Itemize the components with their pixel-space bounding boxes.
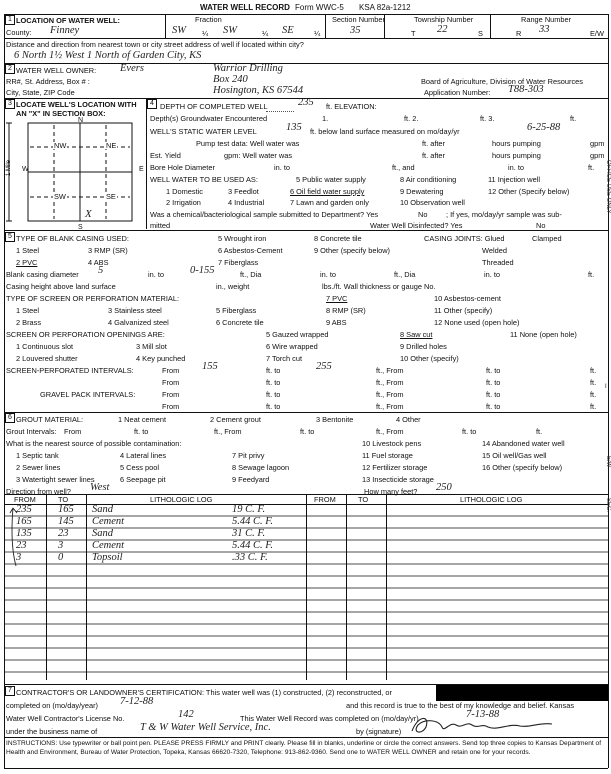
casing-diameter-label: Blank casing diameter <box>6 270 79 279</box>
depth-unit: ft. ELEVATION: <box>326 102 377 111</box>
contam-option: 2 Sewer lines <box>16 463 61 472</box>
screen-option: 4 Galvanized steel <box>108 318 169 327</box>
interval-to-value: 255 <box>316 361 332 372</box>
screen-option: 8 RMP (SR) <box>326 306 366 315</box>
contam-option: 8 Sewage lagoon <box>232 463 290 472</box>
screen-option: 11 Other (specify) <box>434 306 493 315</box>
interval-from: From <box>162 366 180 375</box>
depth-dots <box>266 103 294 112</box>
chem-mitted: mitted <box>150 221 171 230</box>
quadrant-se: SE <box>106 192 116 201</box>
opening-option: 4 Key punched <box>136 354 186 363</box>
log-row-to: 145 <box>58 516 74 527</box>
opening-option: 5 Gauzed wrapped <box>266 330 329 339</box>
est-yield-label: Est. Yield <box>150 151 181 160</box>
casing-option: 3 RMP (SR) <box>88 246 128 255</box>
range-value: 33 <box>539 24 550 35</box>
use-option: 12 Other (Specify below) <box>488 187 570 196</box>
log-row-litho: Cement <box>92 516 125 527</box>
log-header-from: FROM <box>14 495 36 504</box>
fraction-label: Fraction <box>195 15 222 24</box>
distance-value: 6 North 1½ West 1 North of Garden City, KS <box>14 50 202 61</box>
casing-ft: ft. <box>588 270 595 279</box>
contam-option: 3 Watertight sewer lines <box>16 475 95 484</box>
redaction-bar <box>436 685 608 701</box>
contam-option: 11 Fuel storage <box>362 451 413 460</box>
contam-option: 14 Abandoned water well <box>482 439 565 448</box>
grout-ft-from: ft., From <box>214 427 242 436</box>
log-header-to: TO <box>58 495 69 504</box>
depth-label: DEPTH OF COMPLETED WELL <box>160 102 268 111</box>
log-row-note: 5.44 C. F. <box>232 540 273 551</box>
county-label: County: <box>6 28 32 37</box>
location-label: LOCATION OF WATER WELL: <box>16 16 120 25</box>
casing-option: 6 Asbestos-Cement <box>218 246 283 255</box>
pump-ft-after: ft. after <box>422 139 446 148</box>
screen-option: 12 None used (open hole) <box>434 318 520 327</box>
address-label: RR#, St. Address, Box # : <box>6 77 90 86</box>
interval-ft: ft. <box>590 366 597 375</box>
contam-option: 9 Feedyard <box>232 475 270 484</box>
disinfected-label: Water Well Disinfected? Yes <box>370 221 463 230</box>
disinfected-no: No <box>536 221 546 230</box>
static-level-unit: ft. below land surface measured on mo/day/yr <box>310 127 460 136</box>
casing-clamped: Clamped <box>532 234 562 243</box>
interval-ft-to: ft. to <box>266 378 281 387</box>
screen-option: 1 Steel <box>16 306 40 315</box>
fraction-2: SW <box>223 25 237 36</box>
interval-ft-from: ft., From <box>376 378 404 387</box>
grout-ft-to: ft. to <box>134 427 149 436</box>
screen-material-label: TYPE OF SCREEN OR PERFORATION MATERIAL: <box>6 294 180 303</box>
section-1-number: 1 <box>5 15 15 25</box>
log-header-litho-2: LITHOLOGIC LOG <box>460 495 523 504</box>
contam-option: 6 Seepage pit <box>120 475 166 484</box>
screen-intervals-label: SCREEN-PERFORATED INTERVALS: <box>6 366 134 375</box>
casing-height-lbs: lbs./ft. Wall thickness or gauge No. <box>322 282 436 291</box>
township-label: Township Number <box>414 15 474 24</box>
township-t: T <box>411 29 416 38</box>
well-location-mark: X <box>85 208 92 220</box>
quadrant-ne: NE <box>106 141 117 150</box>
log-row-litho: Sand <box>92 528 113 539</box>
use-option: 3 Feedlot <box>228 187 259 196</box>
interval-ft-to: ft. to <box>486 390 501 399</box>
use-option: 4 Industrial <box>228 198 265 207</box>
screen-option: 2 Brass <box>16 318 42 327</box>
static-level-date: 6-25-88 <box>527 122 561 133</box>
city-value: Hosington, KS 67544 <box>213 85 304 96</box>
casing-option: 4 ABS <box>88 258 109 267</box>
cert-completed-label: completed on (mo/day/year) <box>6 701 99 710</box>
screen-option: 10 Asbestos-cement <box>434 294 501 303</box>
grout-ft-from: ft., From <box>376 427 404 436</box>
compass-w: W <box>22 166 29 173</box>
grout-option: 4 Other <box>396 415 421 424</box>
casing-diameter-value: 5 <box>98 265 104 276</box>
use-option: 10 Observation well <box>400 198 465 207</box>
use-option: 8 Air conditioning <box>400 175 457 184</box>
grout-ft: ft. <box>536 427 543 436</box>
casing-option-selected: 2 PVC <box>16 258 38 267</box>
use-option: 9 Dewatering <box>400 187 444 196</box>
how-many-feet-value: 250 <box>436 482 452 493</box>
log-row-note: 19 C. F. <box>232 504 266 515</box>
casing-label: TYPE OF BLANK CASING USED: <box>16 234 129 243</box>
est-yield-gpm: gpm: Well water was <box>224 151 293 160</box>
cert-signature-label: by (signature) <box>356 727 402 736</box>
quarter-mark: ¼ <box>202 29 209 38</box>
how-many-feet-label: How many feet? <box>364 487 418 496</box>
grout-intervals-label: Grout Intervals: <box>6 427 57 436</box>
chem-sample-rest: ; If yes, mo/day/yr sample was sub- <box>446 210 562 219</box>
contam-option: 1 Septic tank <box>16 451 59 460</box>
casing-ft-dia: ft., Dia <box>240 270 262 279</box>
township-value: 22 <box>437 24 448 35</box>
range-label: Range Number <box>521 15 572 24</box>
interval-from: From <box>162 390 180 399</box>
board-label: Board of Agriculture, Division of Water Resources <box>421 77 583 86</box>
contam-option: 5 Cess pool <box>120 463 160 472</box>
instructions-text: INSTRUCTIONS: Use typewriter or ball point pen. PLEASE PRESS FIRMLY and PRINT clearly. Please fill in blanks, underline or circle the correct answers. Send top three copies to Kansas Department of Health and Environment, Bureau of Water Protection, Topeka, Kansas 66620-7320, Telephone: 913-862-9360. Send one to WATER WELL OWNER and retain one for your records. <box>6 740 602 756</box>
bore-ft-and: ft., and <box>392 163 415 172</box>
pump-test-label: Pump test data: Well water was <box>196 139 300 148</box>
casing-option: 8 Concrete tile <box>314 234 362 243</box>
use-option: 11 Injection well <box>488 175 541 184</box>
contam-option: 10 Livestock pens <box>362 439 422 448</box>
casing-threaded: Threaded <box>482 258 514 267</box>
grout-option: 3 Bentonite <box>316 415 354 424</box>
log-row-to: 23 <box>58 528 69 539</box>
casing-ft-dia-2: ft., Dia <box>394 270 416 279</box>
casing-in-to: in. to <box>148 270 165 279</box>
contractor-signature <box>408 713 558 737</box>
form-title: WATER WELL RECORD <box>200 3 290 12</box>
bore-in-to: in. to <box>274 163 291 172</box>
use-label: WELL WATER TO BE USED AS: <box>150 175 258 184</box>
quarter-mark: ¼ <box>262 29 269 38</box>
static-level-value: 135 <box>286 122 302 133</box>
cert-true-statement: and this record is true to the best of my knowledge and belief. Kansas <box>346 701 575 710</box>
range-ew: E/W <box>590 29 604 38</box>
bore-in-to-2: in. to <box>508 163 525 172</box>
contam-option: 12 Fertilizer storage <box>362 463 428 472</box>
log-row-from: 165 <box>16 516 32 527</box>
cert-record-completed-label: This Water Well Record was completed on (mo/day/yr) <box>240 714 419 723</box>
interval-from: From <box>162 402 180 411</box>
log-row-from: 235 <box>16 504 32 515</box>
grout-option: 2 Cement grout <box>210 415 261 424</box>
log-row-from: 23 <box>16 540 27 551</box>
fraction-3: SE <box>282 25 294 36</box>
township-s: S <box>478 29 483 38</box>
grout-from: From <box>64 427 82 436</box>
ksa-reference: KSA 82a-1212 <box>359 3 411 12</box>
quarter-mark: ¼ <box>314 29 321 38</box>
casing-joints-label: CASING JOINTS: Glued <box>424 234 505 243</box>
owner-name: Evers <box>120 63 144 74</box>
opening-option-selected: 8 Saw cut <box>400 330 433 339</box>
gw-3: ft. 3. <box>480 114 495 123</box>
interval-from-value: 155 <box>202 361 218 372</box>
interval-ft-to: ft. to <box>266 366 281 375</box>
interval-ft-from: ft., From <box>376 402 404 411</box>
grout-ft-to: ft. to <box>462 427 477 436</box>
cert-record-date: 7-13-88 <box>466 709 500 720</box>
log-row-note: 5.44 C. F. <box>232 516 273 527</box>
cert-line-1: CONTRACTOR'S OR LANDOWNER'S CERTIFICATION: This water well was (1) constructed, (2) reconstructed, or <box>16 688 392 697</box>
contam-option: 16 Other (specify below) <box>482 463 563 472</box>
casing-height-label: Casing height above land surface <box>6 282 116 291</box>
interval-ft-from: ft., From <box>376 390 404 399</box>
contam-option: 13 Insecticide storage <box>362 475 434 484</box>
cert-completed-value: 7-12-88 <box>120 696 154 707</box>
gw-1: 1. <box>322 114 329 123</box>
grout-label: GROUT MATERIAL: <box>16 415 84 424</box>
interval-ft-from: ft., From <box>376 366 404 375</box>
section-7-number: 7 <box>5 686 15 696</box>
application-label: Application Number: <box>424 88 491 97</box>
form-number: Form WWC-5 <box>295 3 344 12</box>
screen-option-selected: 7 PVC <box>326 294 348 303</box>
casing-option: 1 Steel <box>16 246 40 255</box>
screen-option: 5 Fiberglass <box>216 306 257 315</box>
use-option-selected: 6 Oil field water supply <box>290 187 365 196</box>
log-row-from: 135 <box>16 528 32 539</box>
screen-option: 9 ABS <box>326 318 347 327</box>
section-number-value: 35 <box>350 25 361 36</box>
section-3-number: 3 <box>5 99 15 109</box>
gw-ft: ft. <box>570 114 577 123</box>
direction-value: West <box>90 482 110 493</box>
casing-option: 9 Other (specify below) <box>314 246 390 255</box>
direction-label: Direction from well? <box>6 487 71 496</box>
section-6-number: 6 <box>5 413 15 423</box>
est-hours: hours pumping <box>492 151 541 160</box>
screen-option: 6 Concrete tile <box>216 318 264 327</box>
log-row-litho: Topsoil <box>92 552 123 563</box>
log-row-note: 31 C. F. <box>232 528 266 539</box>
section-5-number: 5 <box>5 232 15 242</box>
distance-label: Distance and direction from nearest town or city street address of well if located within city? <box>6 40 304 49</box>
opening-option: 9 Drilled holes <box>400 342 447 351</box>
gravel-intervals-label: GRAVEL PACK INTERVALS: <box>40 390 136 399</box>
side-marker: SEC. <box>605 498 611 513</box>
interval-ft-to: ft. to <box>266 390 281 399</box>
contam-option: 7 Pit privy <box>232 451 265 460</box>
static-level-label: WELL'S STATIC WATER LEVEL <box>150 127 257 136</box>
office-use-label: OFFICE USE ONLY <box>605 160 611 214</box>
cert-business-name: T & W Water Well Service, Inc. <box>140 722 271 733</box>
section-2-number: 2 <box>5 64 15 74</box>
log-header-to-2: TO <box>358 495 369 504</box>
interval-ft-to: ft. to <box>486 366 501 375</box>
log-row-note: .33 C. F. <box>232 552 268 563</box>
application-value: T88-303 <box>508 84 544 95</box>
use-option: 7 Lawn and garden only <box>290 198 369 207</box>
log-header-from-2: FROM <box>314 495 336 504</box>
log-row-to: 0 <box>58 552 64 563</box>
owner-company: Warrior Drilling <box>213 63 283 74</box>
casing-in-to-2: in. to <box>320 270 337 279</box>
pump-hours: hours pumping <box>492 139 541 148</box>
fraction-1: SW <box>172 25 186 36</box>
est-gpm: gpm <box>590 151 605 160</box>
section-number-label: Section Number <box>332 15 385 24</box>
opening-option: 11 None (open hole) <box>510 330 577 339</box>
contam-option: 15 Oil well/Gas well <box>482 451 547 460</box>
pump-gpm: gpm <box>590 139 605 148</box>
casing-depth-value: 0-155 <box>190 265 215 276</box>
opening-option: 6 Wire wrapped <box>266 342 318 351</box>
openings-label: SCREEN OR PERFORATION OPENINGS ARE: <box>6 330 165 339</box>
county-value: Finney <box>50 25 80 36</box>
grout-ft-to: ft. to <box>300 427 315 436</box>
gw-2: ft. 2. <box>404 114 419 123</box>
cert-business-label: under the business name of <box>6 727 98 736</box>
contam-option: 4 Lateral lines <box>120 451 167 460</box>
chem-sample-label: Was a chemical/bacteriological sample submitted to Department? Yes <box>150 210 379 219</box>
side-marker: E/W <box>605 456 611 468</box>
chem-sample-no: No <box>418 210 428 219</box>
locate-label-1: LOCATE WELL'S LOCATION WITH <box>16 100 137 109</box>
compass-e: E <box>139 166 144 173</box>
casing-height-in: in., weight <box>216 282 250 291</box>
side-marker: I <box>605 384 607 390</box>
interval-ft: ft. <box>590 378 597 387</box>
bore-ft: ft. <box>588 163 595 172</box>
cert-license-value: 142 <box>178 709 194 720</box>
use-option: 2 Irrigation <box>166 198 201 207</box>
use-option: 5 Public water supply <box>296 175 366 184</box>
interval-from: From <box>162 378 180 387</box>
opening-option: 10 Other (specify) <box>400 354 459 363</box>
screen-option: 3 Stainless steel <box>108 306 162 315</box>
opening-option: 1 Continuous slot <box>16 342 74 351</box>
city-label: City, State, ZIP Code <box>6 88 75 97</box>
log-row-to: 165 <box>58 504 74 515</box>
grout-option: 1 Neat cement <box>118 415 167 424</box>
compass-s: S <box>78 224 83 231</box>
owner-label: WATER WELL OWNER: <box>16 66 97 75</box>
interval-ft-to: ft. to <box>486 378 501 387</box>
casing-in-to-3: in. to <box>484 270 501 279</box>
log-row-to: 3 <box>58 540 64 551</box>
casing-option: 7 Fiberglass <box>218 258 259 267</box>
log-row-litho: Sand <box>92 504 113 515</box>
address-value: Box 240 <box>213 74 248 85</box>
opening-option: 2 Louvered shutter <box>16 354 78 363</box>
log-header-litho: LITHOLOGIC LOG <box>150 495 213 504</box>
locate-label-2: AN "X" IN SECTION BOX: <box>16 109 106 118</box>
quadrant-sw: SW <box>54 192 66 201</box>
log-row-from: 3 <box>16 552 22 563</box>
interval-ft-to: ft. to <box>266 402 281 411</box>
interval-ft: ft. <box>590 402 597 411</box>
use-option: 1 Domestic <box>166 187 203 196</box>
compass-n: N <box>78 117 84 124</box>
range-r: R <box>516 29 522 38</box>
cert-license-label: Water Well Contractor's License No. <box>6 714 125 723</box>
log-row-litho: Cement <box>92 540 125 551</box>
casing-option: 5 Wrought iron <box>218 234 267 243</box>
opening-option: 7 Torch cut <box>266 354 303 363</box>
section-4-number: 4 <box>147 99 157 109</box>
groundwater-label: Depth(s) Groundwater Encountered <box>150 114 268 123</box>
quadrant-nw: NW <box>54 141 67 150</box>
est-ft-after: ft. after <box>422 151 446 160</box>
mile-scale-label: 1 Mile <box>6 159 12 176</box>
interval-ft-to: ft. to <box>486 402 501 411</box>
depth-value: 235 <box>298 97 314 108</box>
opening-option: 3 Mill slot <box>136 342 167 351</box>
casing-welded: Welded <box>482 246 507 255</box>
contamination-label: What is the nearest source of possible contamination: <box>6 439 182 448</box>
interval-ft: ft. <box>590 390 597 399</box>
bore-label: Bore Hole Diameter <box>150 163 215 172</box>
